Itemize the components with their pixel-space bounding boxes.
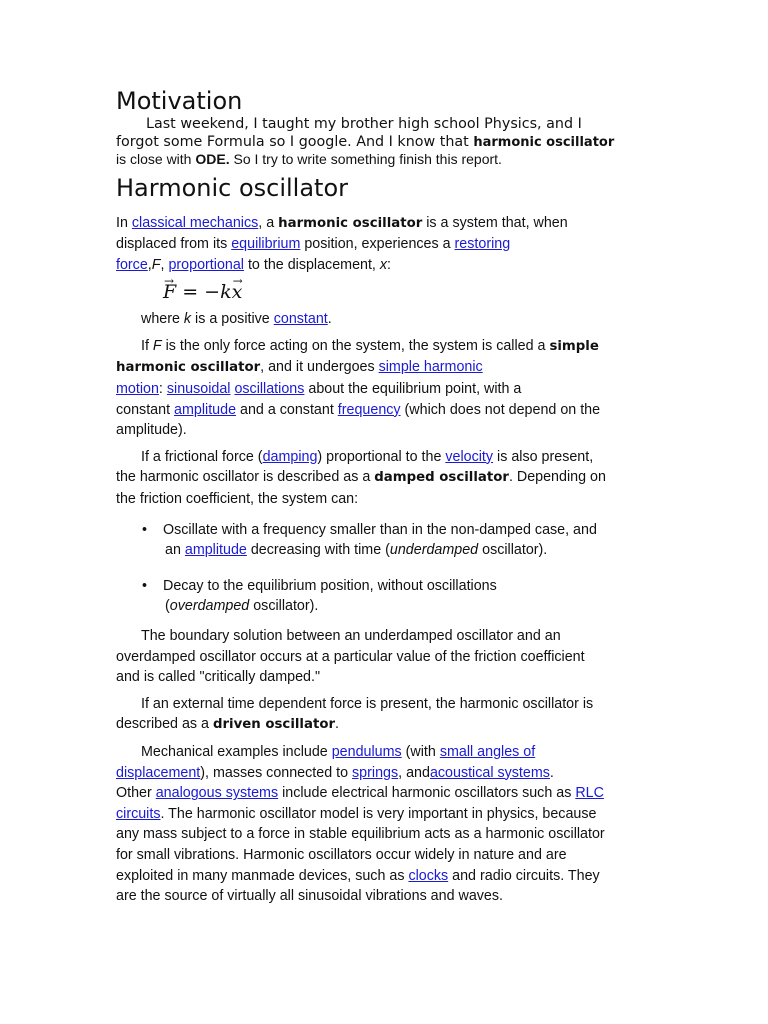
list-item xyxy=(116,520,656,561)
text: oscillator). xyxy=(249,598,319,615)
list-item xyxy=(116,576,656,617)
link-springs[interactable]: springs xyxy=(352,764,399,781)
text: are the source of virtually all sinusoidal vibrations and waves. xyxy=(116,888,504,905)
bold-term: driven oscillator xyxy=(212,717,336,733)
text: ), masses connected to xyxy=(200,764,353,781)
link-frequency[interactable]: frequency xyxy=(337,401,401,418)
bold-term: harmonic oscillator xyxy=(278,215,423,231)
bold-term: ODE. xyxy=(195,151,230,167)
formula-force-vector: → F xyxy=(163,281,176,303)
bold-term: simple xyxy=(549,338,599,354)
bullet-icon: • xyxy=(142,577,148,594)
text: oscillator). xyxy=(478,542,548,559)
text: In xyxy=(116,214,132,231)
link-equilibrium[interactable]: equilibrium xyxy=(231,236,301,253)
link-amplitude[interactable]: amplitude xyxy=(174,401,237,418)
link-small-angles[interactable]: small angles of xyxy=(439,743,536,760)
motivation-heading: Motivation xyxy=(116,87,243,115)
paragraph-simple-harmonic xyxy=(116,336,656,441)
motivation-text: forgot some Formula so I google. And I know that xyxy=(116,133,474,150)
text: decreasing with time ( xyxy=(246,542,390,559)
text: include electrical harmonic oscillators such as xyxy=(278,785,576,802)
text: If an external time dependent force is present, the harmonic oscillator is xyxy=(141,695,594,712)
paragraph-critical-damping xyxy=(116,626,656,688)
text: to the displacement, xyxy=(243,256,380,273)
text: The boundary solution between an underdamped oscillator and an xyxy=(141,628,561,644)
text: ) proportional to the xyxy=(317,448,446,465)
link-small-angles[interactable]: displacement xyxy=(116,764,201,781)
text: (with xyxy=(401,743,440,760)
formula-k: k xyxy=(220,281,232,304)
motivation-line: Last weekend, I taught my brother high school Physics, and I xyxy=(146,116,582,132)
text: . The harmonic oscillator model is very important in physics, because xyxy=(160,805,597,822)
text: . Depending on xyxy=(508,469,606,486)
text: : xyxy=(387,256,392,273)
bold-term: harmonic oscillator xyxy=(473,134,615,150)
text: ( xyxy=(165,598,170,615)
italic-text: F xyxy=(152,337,162,354)
link-oscillations[interactable]: oscillations xyxy=(234,381,305,398)
link-proportional[interactable]: proportional xyxy=(168,256,244,273)
motivation-text: is close with xyxy=(116,151,196,167)
formula-operator: = − xyxy=(176,281,221,304)
text: and radio circuits. They xyxy=(448,867,600,884)
text: any mass subject to a force in stable equilibrium acts as a harmonic oscillator xyxy=(116,826,605,843)
text: where xyxy=(141,311,184,328)
italic-text: k xyxy=(183,311,192,328)
text: the friction coefficient, the system can: xyxy=(116,491,359,508)
link-analogous-systems[interactable]: analogous systems xyxy=(155,785,279,802)
text: is a positive xyxy=(191,311,274,328)
link-rlc-circuits[interactable]: circuits xyxy=(116,805,161,822)
link-simple-harmonic-motion[interactable]: motion xyxy=(116,381,159,398)
link-simple-harmonic-motion[interactable]: simple harmonic xyxy=(378,359,483,376)
bold-term: damped oscillator xyxy=(374,470,509,486)
motivation-paragraph xyxy=(116,116,656,169)
text: is also present, xyxy=(493,448,594,465)
link-restoring-force[interactable]: restoring xyxy=(454,236,511,253)
section-heading: Harmonic oscillator xyxy=(116,173,349,202)
italic-text: F xyxy=(151,256,161,273)
paragraph-driven xyxy=(116,694,656,736)
italic-text: overdamped xyxy=(169,598,250,615)
text: constant xyxy=(116,401,175,418)
text: : xyxy=(158,381,167,398)
text: and a constant xyxy=(236,401,338,418)
link-pendulums[interactable]: pendulums xyxy=(331,743,402,760)
link-rlc-circuits[interactable]: RLC xyxy=(575,785,604,802)
paragraph-damped xyxy=(116,447,656,510)
text: about the equilibrium point, with a xyxy=(304,381,522,398)
italic-text: underdamped xyxy=(389,542,479,559)
text: amplitude). xyxy=(116,422,187,439)
text: . xyxy=(549,764,554,781)
text: , xyxy=(147,256,152,273)
link-damping[interactable]: damping xyxy=(262,448,318,465)
hooke-law-formula xyxy=(163,281,656,303)
text: Decay to the equilibrium position, without oscillations xyxy=(163,577,497,594)
link-acoustical-systems[interactable]: acoustical systems xyxy=(429,764,550,781)
paragraph-definition xyxy=(116,213,656,276)
text: the harmonic oscillator is described as a xyxy=(116,469,375,486)
link-classical-mechanics[interactable]: classical mechanics xyxy=(131,214,259,231)
text: , and it undergoes xyxy=(260,359,379,376)
document-content xyxy=(116,86,656,907)
text: described as a xyxy=(116,716,213,733)
formula-displacement-vector: → x xyxy=(232,281,243,303)
paragraph-constant xyxy=(116,309,656,330)
text: If a frictional force ( xyxy=(141,448,263,465)
italic-text: x xyxy=(379,256,388,273)
text: exploited in many manmade devices, such as xyxy=(116,867,409,884)
motivation-text: So I try to write something finish this report. xyxy=(229,151,502,167)
link-sinusoidal[interactable]: sinusoidal xyxy=(166,381,231,398)
link-constant[interactable]: constant xyxy=(273,311,328,328)
link-amplitude[interactable]: amplitude xyxy=(184,542,247,559)
damping-cases-list xyxy=(116,520,656,617)
bold-term: harmonic oscillator xyxy=(116,360,261,376)
text: , xyxy=(160,256,169,273)
text: . xyxy=(327,311,332,328)
text: and is called "critically damped." xyxy=(116,669,321,686)
link-clocks[interactable]: clocks xyxy=(408,867,449,884)
text: an xyxy=(165,542,185,559)
text: If xyxy=(141,337,153,354)
motivation-line xyxy=(116,134,656,152)
link-restoring-force[interactable]: force xyxy=(116,256,148,273)
text: Other xyxy=(116,785,156,802)
text: Oscillate with a frequency smaller than in the non-damped case, and xyxy=(163,521,597,538)
text: is a system that, when xyxy=(422,214,568,231)
bullet-icon: • xyxy=(142,521,148,538)
link-velocity[interactable]: velocity xyxy=(445,448,494,465)
text: displaced from its xyxy=(116,236,232,253)
paragraph-examples xyxy=(116,742,656,907)
motivation-line xyxy=(116,151,656,169)
text: . xyxy=(335,716,339,733)
text: is the only force acting on the system, the system is called a xyxy=(161,337,550,354)
text: overdamped oscillator occurs at a particular value of the friction coefficient xyxy=(116,648,585,665)
text: position, experiences a xyxy=(300,236,455,253)
text: for small vibrations. Harmonic oscillators occur widely in nature and are xyxy=(116,846,567,863)
text: , a xyxy=(258,214,279,231)
text: Mechanical examples include xyxy=(141,743,332,760)
text: , and xyxy=(398,764,430,781)
text: (which does not depend on the xyxy=(400,401,601,418)
